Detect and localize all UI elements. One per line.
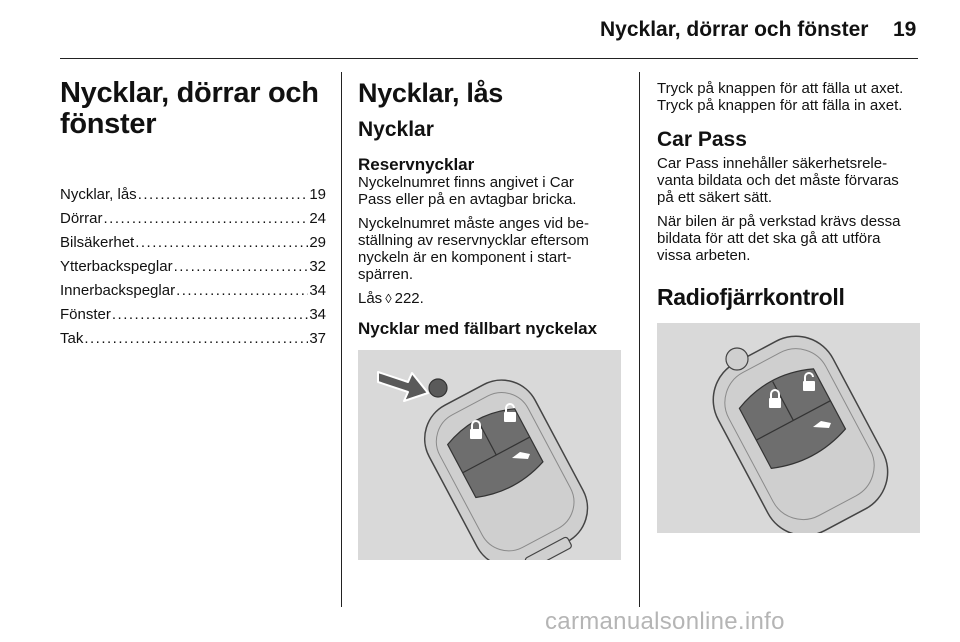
fold-instructions: Tryck på knappen för att fälla ut axet. Tryck på knappen för att fälla in axet.	[657, 80, 904, 114]
column-divider	[341, 72, 342, 607]
header-title: Nycklar, dörrar och fönster	[600, 18, 869, 41]
car-pass-heading: Car Pass	[657, 128, 747, 151]
workshop-paragraph: När bilen är på verkstad krävs dessa bildata för att det ska gå att utföra vissa arbeten.	[657, 213, 901, 264]
car-pass-column	[657, 72, 923, 533]
release-button	[726, 348, 748, 370]
toc-item[interactable]: Innerbackspeglar ..... 34	[60, 283, 326, 299]
toc-item[interactable]: Tak ..... 37	[60, 331, 326, 347]
section-title: Nycklar, lås	[358, 78, 504, 108]
spare-keys-paragraph: Nyckelnumret finns angivet i Car Pass eller på en avtagbar bricka.	[358, 174, 577, 208]
reference-arrow-icon: ◊	[385, 291, 392, 306]
spare-keys-heading: Reservnycklar	[358, 155, 475, 174]
fold-key-heading: Nycklar med fällbart nyckelax	[358, 319, 598, 338]
key-number-paragraph: Nyckelnumret måste anges vid be- ställning av reservnycklar eftersom nyckeln är en komponent i start- spärren.	[358, 215, 589, 283]
toc-item[interactable]: Fönster ..... 34	[60, 307, 326, 323]
column-divider	[639, 72, 640, 607]
toc-item[interactable]: Ytterbackspeglar ..... 32	[60, 259, 326, 275]
car-pass-paragraph: Car Pass innehåller säkerhetsrele- vanta bildata och det måste förvaras på ett säkert sätt.	[657, 155, 899, 206]
fold-key-figure	[358, 350, 621, 560]
table-of-contents	[60, 187, 326, 347]
fold-key-illustration	[358, 350, 621, 560]
remote-figure	[657, 323, 920, 533]
release-button	[429, 379, 447, 397]
lock-reference[interactable]: Lås ◊ 222.	[358, 290, 424, 307]
toc-item[interactable]: Dörrar ..... 24	[60, 211, 326, 227]
page-number: 19	[893, 18, 917, 41]
chapter-column	[60, 72, 326, 355]
toc-item[interactable]: Bilsäkerhet ..... 29	[60, 235, 326, 251]
toc-item[interactable]: Nycklar, lås ..... 19	[60, 187, 326, 203]
section-subtitle: Nycklar	[358, 118, 434, 141]
chapter-title: Nycklar, dörrar och fönster	[60, 77, 319, 140]
header-rule	[60, 58, 918, 59]
keys-column	[358, 72, 624, 560]
remote-illustration	[657, 323, 920, 533]
remote-heading: Radiofjärrkontroll	[657, 284, 845, 310]
watermark: carmanualsonline.info	[545, 608, 785, 635]
